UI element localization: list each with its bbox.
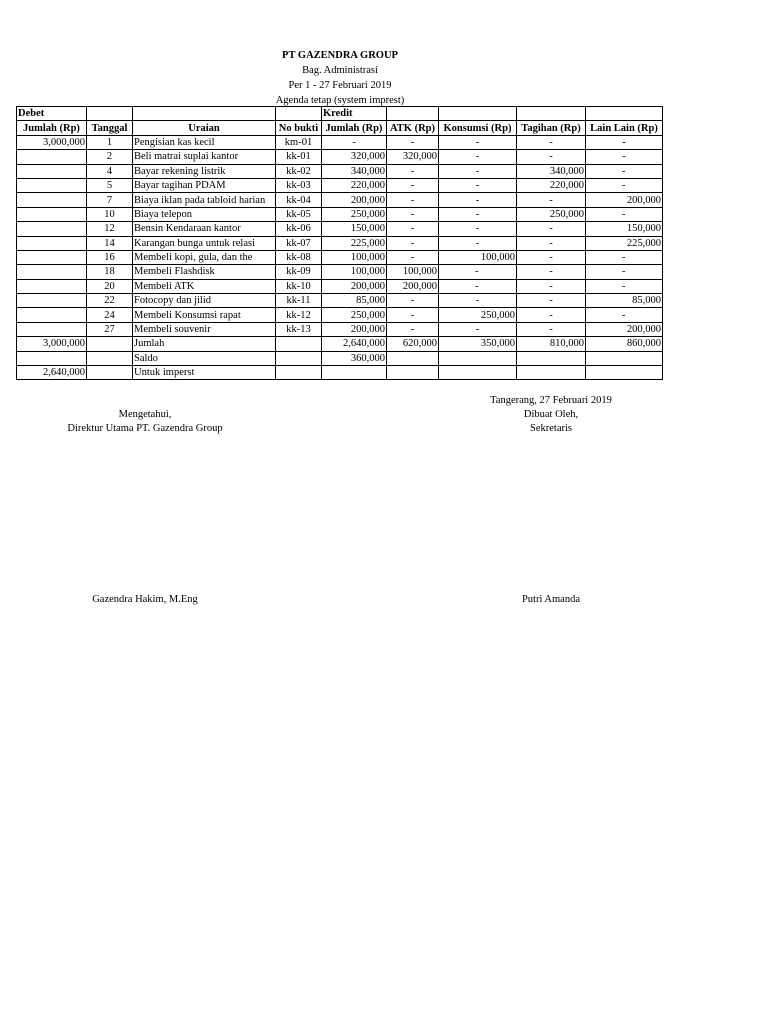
table-row — [17, 178, 663, 192]
empty-cell — [586, 366, 663, 380]
empty-cell — [276, 107, 322, 121]
cell-atk: - — [387, 207, 439, 221]
cell-konsumsi: - — [439, 164, 517, 178]
cell-jumlah: 250,000 — [322, 308, 387, 322]
cell-tagihan: - — [517, 250, 586, 264]
cell-bukti: kk-12 — [276, 308, 322, 322]
empty-cell — [517, 351, 586, 365]
table-row — [17, 279, 663, 293]
cell-konsumsi: - — [439, 222, 517, 236]
cell-atk: - — [387, 164, 439, 178]
col-tanggal: Tanggal — [87, 121, 133, 135]
made-by-label: Dibuat Oleh, — [523, 409, 579, 420]
cell-tanggal: 24 — [87, 308, 133, 322]
cell-jumlah: 150,000 — [322, 222, 387, 236]
table-row — [17, 150, 663, 164]
cell-bukti: kk-07 — [276, 236, 322, 250]
group-kredit: Kredit — [322, 107, 387, 121]
cell-tanggal: 1 — [87, 135, 133, 149]
cell-tanggal: 4 — [87, 164, 133, 178]
cell-konsumsi: - — [439, 279, 517, 293]
imprest-label: Untuk imperst — [133, 366, 276, 380]
cell-atk: - — [387, 135, 439, 149]
cell-lain: 150,000 — [586, 222, 663, 236]
cell-tagihan: - — [517, 294, 586, 308]
cell-tagihan: - — [517, 222, 586, 236]
cell-jumlah: 200,000 — [322, 279, 387, 293]
cell-bukti: kk-03 — [276, 178, 322, 192]
table-row — [17, 164, 663, 178]
cell-debet — [17, 222, 87, 236]
cell-lain: - — [586, 279, 663, 293]
cell-bukti: kk-05 — [276, 207, 322, 221]
total-tagihan: 810,000 — [517, 337, 586, 351]
cell-tagihan: 220,000 — [517, 178, 586, 192]
cell-atk: - — [387, 308, 439, 322]
col-no-bukti: No bukti — [276, 121, 322, 135]
total-atk: 620,000 — [387, 337, 439, 351]
cell-konsumsi: - — [439, 150, 517, 164]
cell-konsumsi: - — [439, 193, 517, 207]
signature-left-heading — [35, 408, 255, 436]
cell-konsumsi: - — [439, 294, 517, 308]
cell-uraian: Membeli ATK — [133, 279, 276, 293]
total-konsumsi: 350,000 — [439, 337, 517, 351]
cell-konsumsi: 100,000 — [439, 250, 517, 264]
table-row — [17, 207, 663, 221]
cell-uraian: Biaya iklan pada tabloid harian — [133, 193, 276, 207]
cell-tanggal: 22 — [87, 294, 133, 308]
cell-uraian: Membeli souvenir — [133, 322, 276, 336]
cell-debet — [17, 308, 87, 322]
subtitle-label: Agenda tetap (system imprest) — [275, 95, 405, 106]
cell-jumlah: 200,000 — [322, 193, 387, 207]
col-kredit-jumlah: Jumlah (Rp) — [322, 121, 387, 135]
cell-atk: - — [387, 322, 439, 336]
cell-tanggal: 18 — [87, 265, 133, 279]
cell-lain: 200,000 — [586, 322, 663, 336]
saldo-row — [17, 351, 663, 365]
cell-bukti: kk-08 — [276, 250, 322, 264]
empty-cell — [387, 351, 439, 365]
cell-jumlah: 250,000 — [322, 207, 387, 221]
total-lain: 860,000 — [586, 337, 663, 351]
cell-bukti: kk-06 — [276, 222, 322, 236]
cell-jumlah: 85,000 — [322, 294, 387, 308]
cell-tanggal: 10 — [87, 207, 133, 221]
cell-debet: 3,000,000 — [17, 135, 87, 149]
petty-cash-table — [16, 106, 663, 380]
cell-atk: - — [387, 222, 439, 236]
table-row — [17, 308, 663, 322]
cell-tanggal: 27 — [87, 322, 133, 336]
empty-cell — [87, 107, 133, 121]
empty-cell — [87, 366, 133, 380]
table-row — [17, 135, 663, 149]
place-date: Tangerang, 27 Februari 2019 — [490, 395, 612, 406]
total-debet: 3,000,000 — [17, 337, 87, 351]
cell-debet — [17, 294, 87, 308]
cell-atk: - — [387, 250, 439, 264]
cell-bukti: kk-09 — [276, 265, 322, 279]
cell-uraian: Bayar rekening listrik — [133, 164, 276, 178]
signatory-left-name: Gazendra Hakim, M.Eng — [92, 594, 198, 605]
cell-lain: - — [586, 135, 663, 149]
cell-tagihan: - — [517, 135, 586, 149]
cell-atk: - — [387, 236, 439, 250]
empty-cell — [439, 366, 517, 380]
cell-bukti: kk-10 — [276, 279, 322, 293]
empty-cell — [517, 107, 586, 121]
col-debet-jumlah: Jumlah (Rp) — [17, 121, 87, 135]
empty-cell — [586, 351, 663, 365]
total-jumlah: 2,640,000 — [322, 337, 387, 351]
cell-tanggal: 7 — [87, 193, 133, 207]
cell-lain: 200,000 — [586, 193, 663, 207]
cell-tanggal: 16 — [87, 250, 133, 264]
cell-atk: 100,000 — [387, 265, 439, 279]
cell-bukti: kk-02 — [276, 164, 322, 178]
signature-right-heading — [441, 394, 661, 436]
cell-atk: - — [387, 294, 439, 308]
table-row — [17, 193, 663, 207]
cell-debet — [17, 207, 87, 221]
empty-cell — [276, 351, 322, 365]
cell-uraian: Beli matrai suplai kantor — [133, 150, 276, 164]
cell-lain: - — [586, 265, 663, 279]
table-row — [17, 294, 663, 308]
cell-tagihan: 340,000 — [517, 164, 586, 178]
empty-cell — [387, 107, 439, 121]
cell-uraian: Bayar tagihan PDAM — [133, 178, 276, 192]
cell-lain: - — [586, 308, 663, 322]
cell-bukti: kk-11 — [276, 294, 322, 308]
cell-tagihan: - — [517, 322, 586, 336]
imprest-debet: 2,640,000 — [17, 366, 87, 380]
cell-debet — [17, 193, 87, 207]
cell-tanggal: 20 — [87, 279, 133, 293]
period-label: Per 1 - 27 Februari 2019 — [288, 80, 392, 91]
cell-konsumsi: 250,000 — [439, 308, 517, 322]
table-row — [17, 236, 663, 250]
cell-tagihan: - — [517, 265, 586, 279]
cell-bukti: kk-01 — [276, 150, 322, 164]
cell-uraian: Bensin Kendaraan kantor — [133, 222, 276, 236]
column-header-row — [17, 121, 663, 135]
total-label: Jumlah — [133, 337, 276, 351]
cell-debet — [17, 265, 87, 279]
cell-tanggal: 5 — [87, 178, 133, 192]
table-row — [17, 265, 663, 279]
cell-jumlah: 100,000 — [322, 265, 387, 279]
empty-cell — [87, 351, 133, 365]
saldo-jumlah: 360,000 — [322, 351, 387, 365]
cell-tagihan: - — [517, 150, 586, 164]
cell-tagihan: - — [517, 193, 586, 207]
cell-debet — [17, 322, 87, 336]
cell-jumlah: 225,000 — [322, 236, 387, 250]
cell-konsumsi: - — [439, 207, 517, 221]
cell-tanggal: 2 — [87, 150, 133, 164]
director-label: Direktur Utama PT. Gazendra Group — [67, 423, 223, 434]
empty-cell — [87, 337, 133, 351]
cell-jumlah: 320,000 — [322, 150, 387, 164]
cell-jumlah: 220,000 — [322, 178, 387, 192]
imprest-row — [17, 366, 663, 380]
cell-konsumsi: - — [439, 135, 517, 149]
empty-cell — [17, 351, 87, 365]
company-title: PT GAZENDRA GROUP — [282, 50, 398, 61]
cell-uraian: Membeli Konsumsi rapat — [133, 308, 276, 322]
cell-lain: - — [586, 207, 663, 221]
empty-cell — [387, 366, 439, 380]
cell-tagihan: - — [517, 308, 586, 322]
group-debet: Debet — [17, 107, 87, 121]
cell-debet — [17, 236, 87, 250]
cell-uraian: Fotocopy dan jilid — [133, 294, 276, 308]
cell-lain: - — [586, 150, 663, 164]
empty-cell — [586, 107, 663, 121]
empty-cell — [439, 351, 517, 365]
col-tagihan: Tagihan (Rp) — [517, 121, 586, 135]
cell-uraian: Karangan bunga untuk relasi — [133, 236, 276, 250]
cell-bukti: kk-04 — [276, 193, 322, 207]
saldo-label: Saldo — [133, 351, 276, 365]
cell-atk: 320,000 — [387, 150, 439, 164]
total-row — [17, 337, 663, 351]
signatory-right-name: Putri Amanda — [521, 594, 581, 605]
table-row — [17, 322, 663, 336]
col-lain-lain: Lain Lain (Rp) — [586, 121, 663, 135]
cell-lain: - — [586, 164, 663, 178]
empty-cell — [133, 107, 276, 121]
cell-konsumsi: - — [439, 322, 517, 336]
table-row — [17, 250, 663, 264]
cell-lain: 225,000 — [586, 236, 663, 250]
cell-debet — [17, 250, 87, 264]
cell-lain: - — [586, 250, 663, 264]
acknowledged-label: Mengetahui, — [118, 409, 172, 420]
cell-jumlah: 200,000 — [322, 322, 387, 336]
department-label: Bag. Administrasi — [302, 65, 378, 76]
cell-tagihan: 250,000 — [517, 207, 586, 221]
cell-lain: 85,000 — [586, 294, 663, 308]
cell-debet — [17, 178, 87, 192]
empty-cell — [276, 337, 322, 351]
cell-jumlah: - — [322, 135, 387, 149]
cell-tagihan: - — [517, 236, 586, 250]
cell-uraian: Membeli kopi, gula, dan the — [133, 250, 276, 264]
cell-jumlah: 340,000 — [322, 164, 387, 178]
empty-cell — [276, 366, 322, 380]
cell-konsumsi: - — [439, 236, 517, 250]
cell-atk: - — [387, 193, 439, 207]
cell-konsumsi: - — [439, 178, 517, 192]
group-header-row — [17, 107, 663, 121]
cell-tagihan: - — [517, 279, 586, 293]
cell-debet — [17, 279, 87, 293]
cell-bukti: km-01 — [276, 135, 322, 149]
cell-tanggal: 14 — [87, 236, 133, 250]
empty-cell — [322, 366, 387, 380]
cell-uraian: Biaya telepon — [133, 207, 276, 221]
table-body — [17, 135, 663, 380]
empty-cell — [439, 107, 517, 121]
empty-cell — [517, 366, 586, 380]
cell-lain: - — [586, 178, 663, 192]
col-atk: ATK (Rp) — [387, 121, 439, 135]
cell-uraian: Pengisian kas kecil — [133, 135, 276, 149]
cell-uraian: Membeli Flashdisk — [133, 265, 276, 279]
cell-tanggal: 12 — [87, 222, 133, 236]
col-uraian: Uraian — [133, 121, 276, 135]
cell-atk: - — [387, 178, 439, 192]
cell-debet — [17, 164, 87, 178]
cell-jumlah: 100,000 — [322, 250, 387, 264]
cell-bukti: kk-13 — [276, 322, 322, 336]
col-konsumsi: Konsumsi (Rp) — [439, 121, 517, 135]
cell-debet — [17, 150, 87, 164]
table-row — [17, 222, 663, 236]
report-header — [0, 48, 680, 108]
cell-konsumsi: - — [439, 265, 517, 279]
secretary-label: Sekretaris — [530, 423, 572, 434]
cell-atk: 200,000 — [387, 279, 439, 293]
